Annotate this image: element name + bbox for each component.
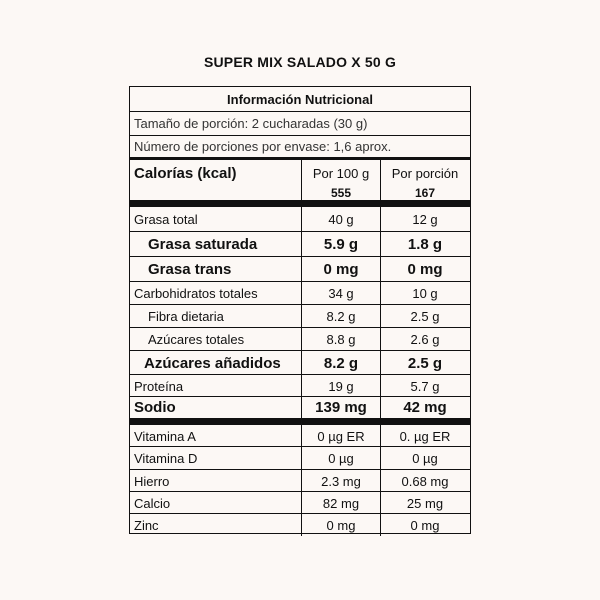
nutrient-per-portion: 2.5 g	[380, 305, 469, 328]
calories-100g: 555	[330, 186, 352, 200]
nutrient-row	[130, 305, 470, 328]
nutrient-row	[130, 470, 470, 492]
col-100g-header	[301, 160, 380, 200]
nutrient-per-portion: 12 g	[380, 207, 469, 231]
nutrient-name: Azúcares añadidos	[144, 354, 281, 372]
nutrient-name: Grasa total	[134, 211, 198, 227]
nutrient-per-portion: 42 mg	[380, 397, 469, 418]
nutrient-row	[130, 282, 470, 305]
nutrient-row	[130, 257, 470, 281]
nutrient-per-portion: 2.6 g	[380, 328, 469, 351]
col-100g-label: Por 100 g	[312, 166, 370, 181]
nutrient-row	[130, 447, 470, 470]
nutrient-name: Fibra dietaria	[148, 309, 224, 324]
nutrient-per-100g: 0 µg ER	[301, 425, 380, 447]
nutrient-row	[130, 514, 470, 536]
nutrient-per-portion: 0 mg	[380, 257, 469, 281]
nutrient-per-portion: 1.8 g	[380, 232, 469, 256]
nutrient-per-100g: 8.2 g	[301, 351, 380, 375]
servings-per-container-row	[130, 136, 470, 156]
nutrient-per-100g: 0 mg	[301, 514, 380, 536]
nutrient-row	[130, 375, 470, 397]
panel-heading-row	[130, 87, 470, 111]
nutrient-name: Carbohidratos totales	[134, 286, 258, 301]
nutrient-name: Grasa trans	[148, 260, 232, 278]
serving-size-row	[130, 113, 470, 133]
nutrient-per-portion: 10 g	[380, 282, 469, 305]
calories-label: Calorías (kcal)	[134, 165, 237, 182]
nutrient-row	[130, 425, 470, 447]
nutrient-per-100g: 19 g	[301, 375, 380, 397]
nutrient-row	[130, 397, 470, 418]
nutrient-row	[130, 232, 470, 256]
nutrient-name: Hierro	[134, 473, 170, 489]
calories-portion: 167	[414, 186, 436, 200]
nutrient-per-100g: 8.8 g	[301, 328, 380, 351]
serving-size: Tamaño de porción: 2 cucharadas (30 g)	[134, 115, 368, 131]
nutrient-name: Grasa saturada	[148, 235, 258, 253]
nutrient-name: Zinc	[134, 517, 159, 533]
nutrient-per-portion: 2.5 g	[380, 351, 469, 375]
divider	[130, 111, 470, 112]
nutrient-per-100g: 5.9 g	[301, 232, 380, 256]
nutrition-facts-panel	[129, 86, 471, 534]
nutrient-row	[130, 351, 470, 375]
col-portion-label: Por porción	[391, 166, 459, 181]
nutrient-name: Proteína	[134, 378, 184, 394]
nutrient-per-100g: 0 µg	[301, 447, 380, 470]
nutrient-name: Azúcares totales	[148, 332, 245, 347]
calories-row	[130, 160, 470, 200]
nutrient-per-100g: 82 mg	[301, 492, 380, 514]
nutrient-per-portion: 0. µg ER	[380, 425, 469, 447]
nutrient-per-100g: 139 mg	[301, 397, 380, 418]
nutrient-per-100g: 8.2 g	[301, 305, 380, 328]
nutrient-name: Calcio	[134, 495, 171, 511]
nutrient-name: Vitamina D	[134, 451, 198, 466]
thick-divider	[130, 418, 470, 425]
servings-per-container: Número de porciones por envase: 1,6 aprox.	[134, 138, 392, 154]
panel-heading: Información Nutricional	[227, 91, 373, 107]
nutrient-name: Sodio	[134, 399, 176, 416]
product-title: SUPER MIX SALADO X 50 G	[203, 54, 397, 70]
nutrient-row	[130, 492, 470, 514]
nutrient-per-100g: 34 g	[301, 282, 380, 305]
nutrient-per-portion: 5.7 g	[380, 375, 469, 397]
nutrient-per-portion: 25 mg	[380, 492, 469, 514]
nutrient-per-100g: 0 mg	[301, 257, 380, 281]
nutrient-name: Vitamina A	[134, 428, 196, 444]
nutrient-per-portion: 0 µg	[380, 447, 469, 470]
nutrient-per-portion: 0 mg	[380, 514, 469, 536]
nutrient-per-portion: 0.68 mg	[380, 470, 469, 492]
nutrient-row	[130, 207, 470, 231]
nutrient-row	[130, 328, 470, 351]
thick-divider	[130, 200, 470, 207]
col-portion-header	[380, 160, 469, 200]
nutrient-per-100g: 40 g	[301, 207, 380, 231]
nutrient-per-100g: 2.3 mg	[301, 470, 380, 492]
